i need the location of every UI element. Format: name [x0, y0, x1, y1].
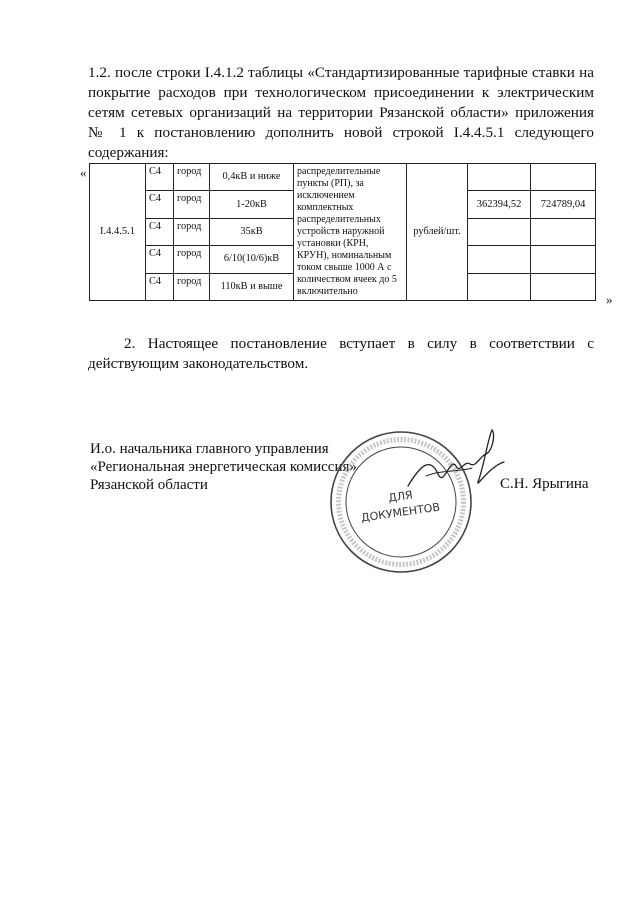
handwritten-signature — [400, 426, 510, 506]
stamp-text-line1: ДЛЯ — [387, 488, 414, 505]
voltage-cell: 1-20кВ — [210, 191, 294, 218]
category-cell: С4 — [146, 191, 174, 218]
signer-position-line1: И.о. начальника главного управления — [90, 441, 329, 457]
opening-quote: « — [80, 165, 87, 180]
category-cell: С4 — [146, 273, 174, 300]
territory-cell: город — [174, 273, 210, 300]
category-cell: С4 — [146, 218, 174, 245]
value-cell — [531, 218, 596, 245]
value-cell — [468, 246, 531, 273]
signer-name: С.Н. Ярыгина — [500, 476, 589, 492]
signer-position-line2: «Региональная энергетическая комиссия» — [90, 459, 357, 475]
stamp-text-line2: ДОКУМЕНТОВ — [360, 500, 441, 525]
tariff-table — [89, 163, 596, 301]
territory-cell: город — [174, 191, 210, 218]
value-cell: 724789,04 — [531, 191, 596, 218]
value-cell — [531, 273, 596, 300]
description-cell: распределительные пункты (РП), за исключением комплектных распределительных устройств наружной установки (КРН, КРУН), номинальным током свыше 1000 А с количеством ячеек до 5 включительно — [294, 164, 407, 301]
voltage-cell: 110кВ и выше — [210, 273, 294, 300]
signature-block — [90, 440, 357, 494]
territory-cell: город — [174, 246, 210, 273]
value-cell — [531, 246, 596, 273]
territory-cell: город — [174, 218, 210, 245]
value-cell: 362394,52 — [468, 191, 531, 218]
paragraph-1 — [88, 63, 594, 163]
signer-position-line3: Рязанской области — [90, 477, 208, 493]
value-cell — [531, 164, 596, 191]
category-cell: С4 — [146, 246, 174, 273]
value-cell — [468, 273, 531, 300]
unit-cell: рублей/шт. — [407, 164, 468, 301]
value-cell — [468, 164, 531, 191]
row-code: I.4.4.5.1 — [90, 164, 146, 301]
voltage-cell: 6/10(10/6)кВ — [210, 246, 294, 273]
paragraph-2: 2. Настоящее постановление вступает в силу в соответствии с действующим законодательством. — [88, 335, 594, 372]
table-row — [90, 164, 596, 191]
paragraph-1-text: 1.2. после строки I.4.1.2 таблицы «Стандартизированные тарифные ставки на покрытие расходов при технологическом присоединении к электрическим сетям сетевых организаций на территории Рязанской области» приложения № 1 к постановлению дополнить новой строкой I.4.4.5.1 следующего содержания: — [88, 64, 594, 161]
territory-cell: город — [174, 164, 210, 191]
voltage-cell: 0,4кВ и ниже — [210, 164, 294, 191]
category-cell: С4 — [146, 164, 174, 191]
value-cell — [468, 218, 531, 245]
voltage-cell: 35кВ — [210, 218, 294, 245]
closing-quote: » — [606, 292, 613, 307]
